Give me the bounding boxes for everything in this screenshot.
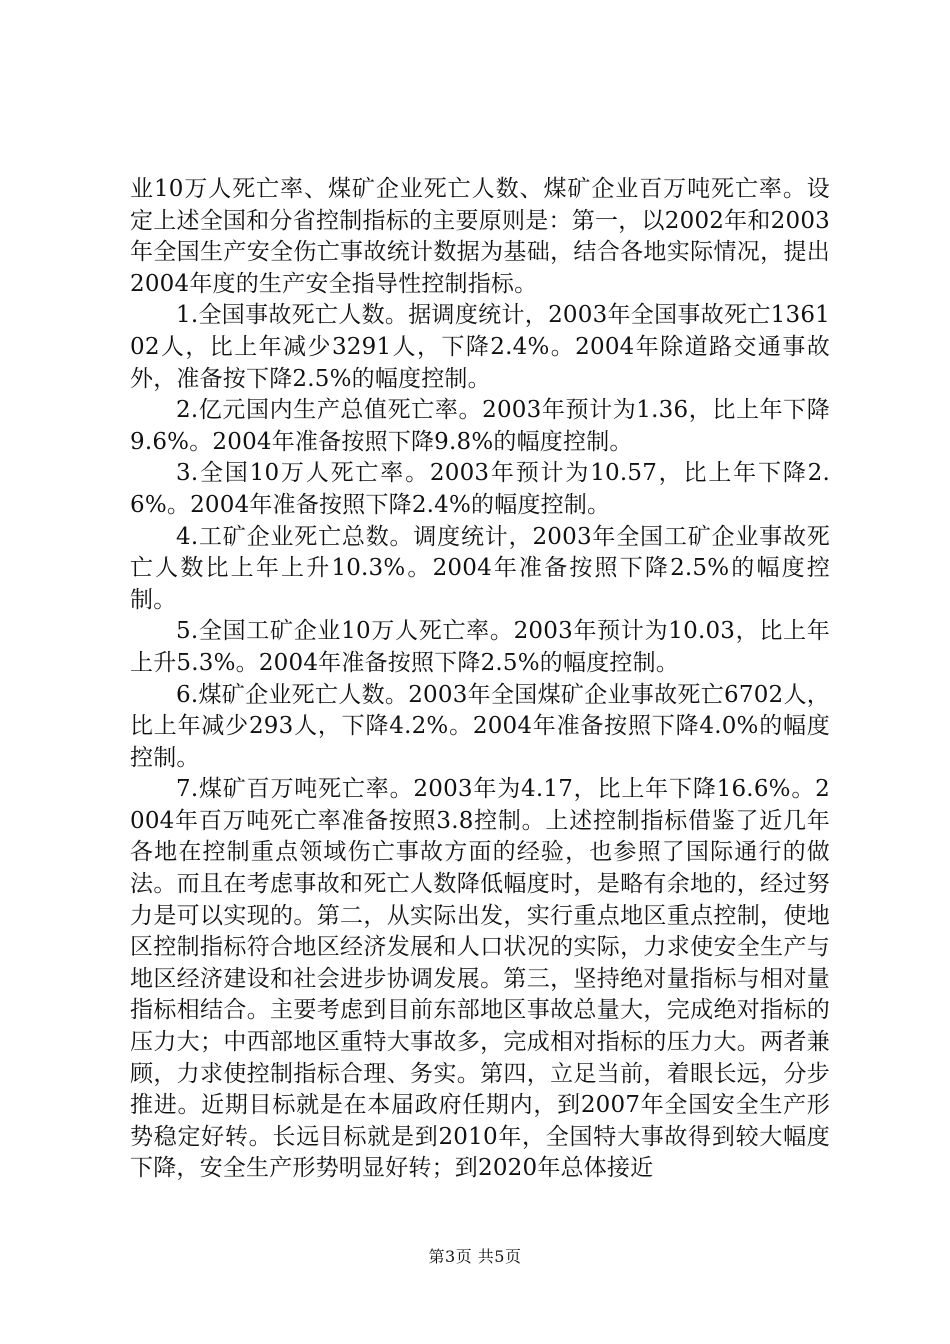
paragraph-item-7: 7.煤矿百万吨死亡率。2003年为4.17，比上年下降16.6%。2004年百万吨死亡率准备按照3.8控制。上述控制指标借鉴了近几年各地在控制重点领域伤亡事故方面的经验，也参照了国际通行的做法。而且在考虑事故和死亡人数降低幅度时，是略有余地的，经过努力是可以实现的。第二，从实际出发，实行重点地区重点控制，使地区控制指标符合地区经济发展和人口状况的实际，力求使安全生产与地区经济建设和社会进步协调发展。第三，坚持绝对量指标与相对量指标相结合。主要考虑到目前东部地区事故总量大，完成绝对指标的压力大；中西部地区重特大事故多，完成相对指标的压力大。两者兼顾，力求使控制指标合理、务实。第四，立足当前，着眼长远，分步推进。近期目标就是在本届政府任期内，到2007年全国安全生产形势稳定好转。长远目标就是到2010年，全国特大事故得到较大幅度下降，安全生产形势明显好转；到2020年总体接近 xyxy=(130,776,830,1182)
page-number-footer: 第3页 共5页 xyxy=(428,1247,522,1266)
paragraph-intro: 业10万人死亡率、煤矿企业死亡人数、煤矿企业百万吨死亡率。设定上述全国和分省控制指标的主要原则是：第一，以2002年和2003年全国生产安全伤亡事故统计数据为基础，结合各地实际情况，提出2004年度的生产安全指导性控制指标。 xyxy=(130,176,830,297)
paragraph-item-2: 2.亿元国内生产总值死亡率。2003年预计为1.36，比上年下降9.6%。2004年准备按照下降9.8%的幅度控制。 xyxy=(130,397,830,455)
paragraph-item-6: 6.煤矿企业死亡人数。2003年全国煤矿企业事故死亡6702人，比上年减少293人，下降4.2%。2004年准备按照下降4.0%的幅度控制。 xyxy=(130,681,830,771)
document-body xyxy=(130,174,830,1185)
paragraph-item-1: 1.全国事故死亡人数。据调度统计，2003年全国事故死亡136102人，比上年减少3291人，下降2.4%。2004年除道路交通事故外，准备按下降2.5%的幅度控制。 xyxy=(130,302,830,392)
paragraph-item-3: 3.全国10万人死亡率。2003年预计为10.57，比上年下降2.6%。2004年准备按照下降2.4%的幅度控制。 xyxy=(130,460,830,518)
paragraph-item-5: 5.全国工矿企业10万人死亡率。2003年预计为10.03，比上年上升5.3%。2004年准备按照下降2.5%的幅度控制。 xyxy=(130,618,830,676)
paragraph-item-4: 4.工矿企业死亡总数。调度统计，2003年全国工矿企业事故死亡人数比上年上升10.3%。2004年准备按照下降2.5%的幅度控制。 xyxy=(130,523,830,613)
